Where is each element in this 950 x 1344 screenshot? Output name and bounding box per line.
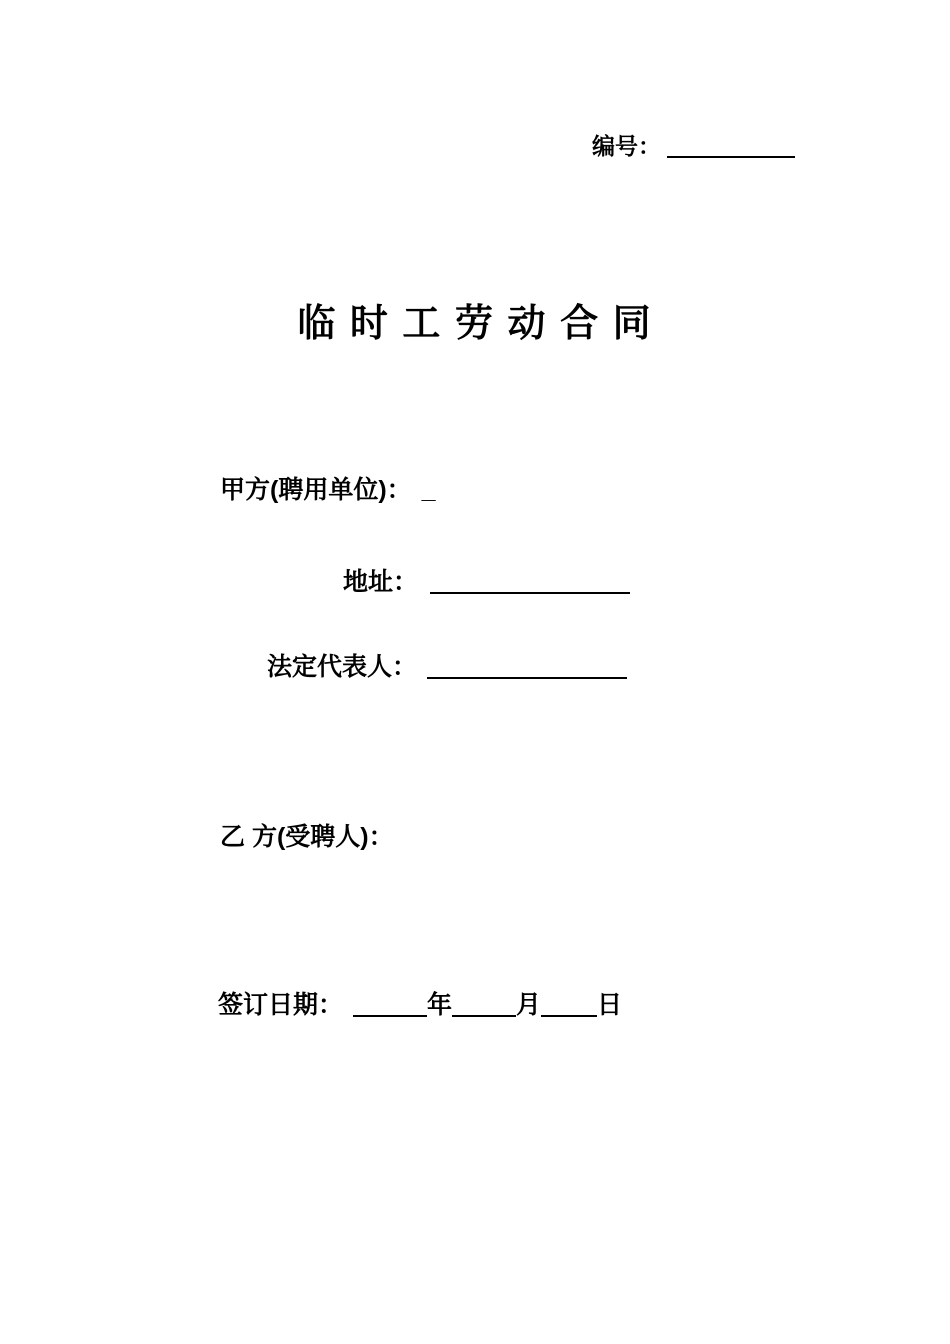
address-blank-line [430, 592, 630, 594]
serial-number-label: 编号： [592, 133, 661, 159]
signing-date-month-blank-line [452, 1015, 516, 1017]
party-b-row [220, 823, 394, 852]
address-label: 地址： [343, 568, 419, 596]
serial-number-row [592, 133, 795, 159]
signing-date-day-label: 日 [597, 991, 623, 1019]
signing-date-day-blank-line [541, 1015, 597, 1017]
document-title: 临 时 工 劳 动 合 同 [297, 303, 653, 345]
party-b-label: 乙 方(受聘人)： [220, 823, 394, 851]
signing-date-year-label: 年 [427, 991, 453, 1019]
party-a-label: 甲方(聘用单位)： [220, 476, 412, 504]
signing-date-month-label: 月 [516, 991, 542, 1019]
legal-representative-blank-line [427, 677, 627, 679]
party-a-row [220, 476, 436, 505]
address-row [343, 568, 630, 597]
signing-date-row [218, 991, 622, 1020]
serial-number-blank-line [667, 156, 795, 158]
legal-representative-row [267, 653, 627, 682]
signing-date-label: 签订日期： [218, 991, 344, 1019]
signing-date-year-blank-line [353, 1015, 427, 1017]
party-a-value-placeholder: _ [421, 476, 436, 504]
legal-representative-label: 法定代表人： [267, 653, 418, 681]
